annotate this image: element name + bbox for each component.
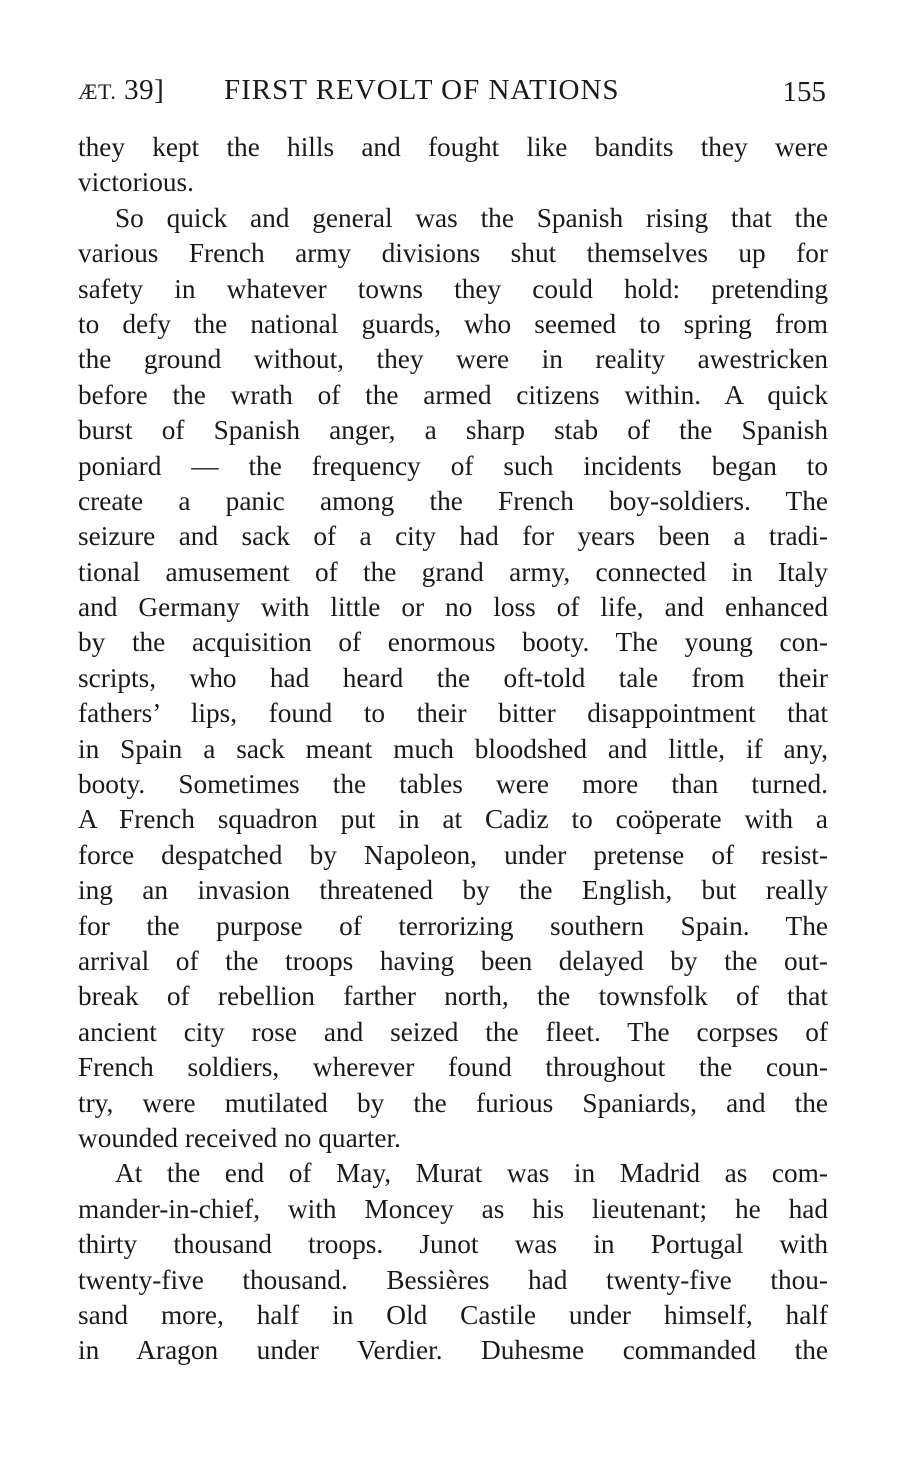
text-line: A French squadron put in at Cadiz to coöperate with a: [78, 804, 828, 835]
text-line: and Germany with little or no loss of life, and enhanced: [78, 592, 828, 623]
text-line: they kept the hills and fought like bandits they were: [78, 132, 828, 162]
text-line: ing an invasion threatened by the English, but really: [78, 875, 828, 906]
text-line: tional amusement of the grand army, connected in Italy: [78, 556, 828, 587]
text-line: wounded received no quarter.: [78, 1122, 401, 1153]
text-line: try, were mutilated by the furious Spaniards, and the: [78, 1087, 828, 1118]
running-head: [78, 68, 828, 112]
text-line: the ground without, they were in reality awestricken: [78, 344, 828, 375]
text-line: ancient city rose and seized the fleet. The corpses of: [78, 1016, 828, 1047]
text-line: create a panic among the French boy-soldiers. The: [78, 485, 828, 516]
text-line: poniard — the frequency of such incidents began to: [78, 450, 828, 481]
age-value: 39]: [124, 74, 165, 106]
text-line: various French army divisions shut themselves up for: [78, 238, 828, 269]
text-line: force despatched by Napoleon, under pretense of resist-: [78, 839, 828, 870]
text-line: safety in whatever towns they could hold: pretending: [78, 273, 828, 304]
text-line: victorious.: [78, 167, 194, 198]
text-line: by the acquisition of enormous booty. The young con-: [78, 627, 828, 658]
text-line: in Aragon under Verdier. Duhesme commanded the: [78, 1335, 828, 1366]
text-line: seizure and sack of a city had for years been a tradi-: [78, 521, 828, 552]
age-prefix: ÆT.: [78, 79, 117, 104]
text-line: French soldiers, wherever found throughout the coun-: [78, 1052, 828, 1083]
text-line: scripts, who had heard the oft-told tale from their: [78, 662, 828, 693]
text-line: before the wrath of the armed citizens within. A quick: [78, 379, 828, 410]
text-line: in Spain a sack meant much bloodshed and little, if any,: [78, 733, 828, 764]
text-line: twenty-five thousand. Bessières had twenty-five thou-: [78, 1264, 828, 1295]
text-line: for the purpose of terrorizing southern Spain. The: [78, 910, 828, 941]
chapter-age: [78, 68, 164, 114]
text-line: thirty thousand troops. Junot was in Portugal with: [78, 1229, 828, 1260]
text-line: So quick and general was the Spanish rising that the: [115, 202, 828, 233]
text-line: sand more, half in Old Castile under himself, half: [78, 1299, 828, 1330]
text-line: mander-in-chief, with Moncey as his lieutenant; he had: [78, 1193, 828, 1224]
text-line: booty. Sometimes the tables were more than turned.: [78, 769, 828, 800]
text-line: break of rebellion farther north, the townsfolk of that: [78, 981, 828, 1012]
text-line: burst of Spanish anger, a sharp stab of the Spanish: [78, 415, 828, 446]
text-line: At the end of May, Murat was in Madrid as com-: [115, 1158, 828, 1189]
page-number: 155: [782, 76, 826, 108]
text-line: arrival of the troops having been delayed by the out-: [78, 945, 828, 976]
running-title: FIRST REVOLT OF NATIONS: [224, 74, 620, 106]
text-line: to defy the national guards, who seemed to spring from: [78, 308, 828, 339]
text-line: fathers’ lips, found to their bitter disappointment that: [78, 698, 828, 729]
body-text: [78, 130, 828, 1369]
